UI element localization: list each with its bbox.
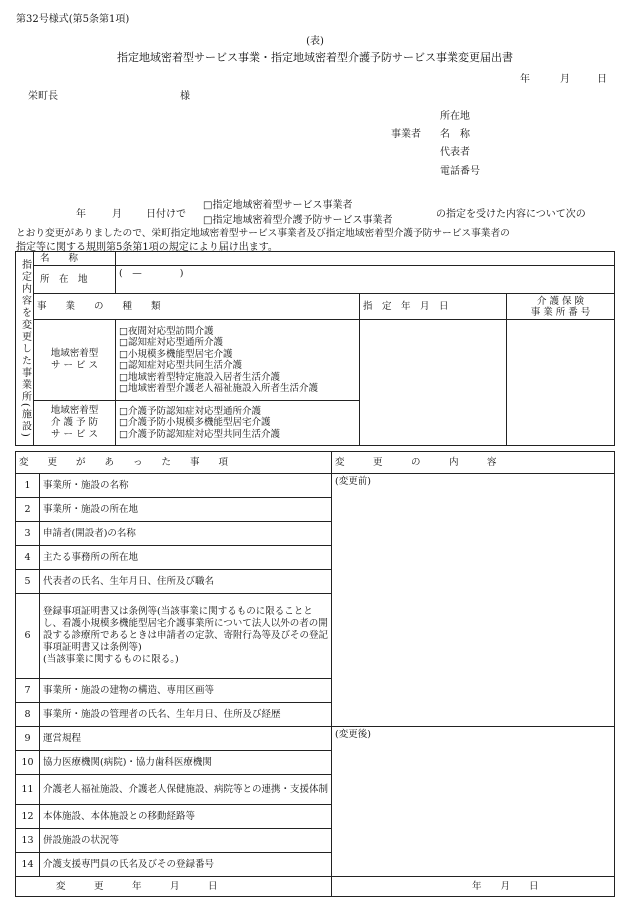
before-content[interactable]: [332, 474, 615, 727]
item-text: 申請者(開設者)の名称: [40, 522, 332, 546]
item-number: 13: [16, 829, 40, 853]
item-number: 14: [16, 853, 40, 877]
date-year: 年: [520, 74, 530, 85]
option-prev-dementia-daycare[interactable]: □介護予防認知症対応型通所介護: [119, 405, 261, 417]
insurer-number-value[interactable]: [507, 320, 615, 446]
field-representative: 代表者: [440, 147, 470, 158]
field-name: 名 称: [440, 129, 470, 140]
item-number: 3: [16, 522, 40, 546]
option-dementia-daycare[interactable]: □認知症対応型通所介護: [119, 337, 223, 348]
item-number: 6: [16, 594, 40, 679]
option-specified-facility[interactable]: □地域密着型特定施設入居者生活介護: [119, 371, 280, 383]
intro-year: 年: [76, 209, 86, 220]
name-label: 名 称: [40, 252, 79, 264]
change-date-value[interactable]: 年 月 日: [332, 877, 615, 897]
prevention-service-options: [116, 401, 360, 446]
designated-table: [15, 251, 615, 446]
address-label: 所 在 地: [40, 273, 88, 285]
prevention-service-label: 地域密着型 介 護 予 防 サ ー ビ ス: [34, 401, 116, 446]
business-label: 事業者: [391, 129, 421, 140]
item-number: 5: [16, 570, 40, 594]
honorific: 様: [180, 91, 190, 102]
address-value[interactable]: [116, 266, 615, 294]
item-text: 事業所・施設の所在地: [40, 498, 332, 522]
changes-header-left: 変 更 が あ っ た 事 項: [16, 452, 332, 474]
change-date-label: 変 更 年 月 日: [16, 877, 332, 897]
changes-table: [15, 451, 615, 897]
date-month: 月: [560, 74, 570, 85]
item-text: 介護支援専門員の氏名及びその登録番号: [40, 853, 332, 877]
name-value[interactable]: [116, 252, 615, 266]
date-day: 日: [597, 74, 607, 85]
item-number: 8: [16, 703, 40, 727]
item-text: 本体施設、本体施設との移動経路等: [40, 805, 332, 829]
item-number: 12: [16, 805, 40, 829]
item-text: 代表者の氏名、生年月日、住所及び職名: [40, 570, 332, 594]
item-number: 2: [16, 498, 40, 522]
after-content[interactable]: [332, 727, 615, 877]
designation-date-value[interactable]: [360, 320, 507, 446]
form-number: 第32号様式(第5条第1項): [16, 14, 130, 25]
option-small-multifunction[interactable]: □小規模多機能型居宅介護: [119, 348, 233, 360]
item-text: 事業所・施設の名称: [40, 474, 332, 498]
before-label: (変更前): [335, 476, 371, 487]
item-number: 10: [16, 751, 40, 775]
item-text: 主たる事務所の所在地: [40, 546, 332, 570]
option-welfare-facility[interactable]: □地域密着型介護老人福祉施設入所者生活介護: [119, 383, 318, 394]
changes-header-right: 変 更 の 内 容: [332, 452, 615, 474]
field-phone: 電話番号: [440, 166, 480, 177]
addressee: 栄町長: [28, 91, 58, 102]
option-night-visit[interactable]: □夜間対応型訪問介護: [119, 325, 214, 337]
intro-after-options: の指定を受けた内容について次の: [436, 209, 586, 220]
option-dementia-group-living[interactable]: □認知症対応型共同生活介護: [119, 360, 242, 371]
item-text: 運営規程: [40, 727, 332, 751]
item-text: 登録事項証明書又は条例等(当該事業に関するものに限ることとし、看護小規模多機能型居宅介護事業所について法人以外の者の開設する診療所であるときは申請者の定款、寄附行為等及びその登記事項証明書又は条例等) (当該事業に関するものに限る。): [40, 594, 332, 679]
designated-vertical-label: 指定内容を変更した事業所(施設): [16, 252, 34, 446]
community-service-label: 地域密着型 サ ー ビ ス: [34, 320, 116, 401]
item-number: 9: [16, 727, 40, 751]
item-text: 介護老人福祉施設、介護老人保健施設、病院等との連携・支援体制: [40, 775, 332, 805]
field-address: 所在地: [440, 111, 470, 122]
intro-month: 月: [112, 209, 122, 220]
intro-option-community[interactable]: □指定地域密着型サービス事業者: [203, 200, 353, 211]
type-header: 事 業 の 種 類: [34, 294, 360, 320]
intro-day: 日付けで: [146, 209, 186, 220]
item-number: 4: [16, 546, 40, 570]
option-prev-small-multifunction[interactable]: □介護予防小規模多機能型居宅介護: [119, 417, 271, 429]
insurer-header: 介 護 保 険 事 業 所 番 号: [507, 294, 615, 320]
postal-code: ( — ): [119, 268, 184, 279]
item-number: 1: [16, 474, 40, 498]
item-text: 協力医療機関(病院)・協力歯科医療機関: [40, 751, 332, 775]
after-label: (変更後): [335, 729, 371, 740]
intro-line3: 指定等に関する規則第5条第1項の規定により届け出ます。: [16, 242, 278, 253]
form-title: 指定地域密着型サービス事業・指定地域密着型介護予防サービス事業変更届出書: [117, 51, 513, 64]
item-number: 11: [16, 775, 40, 805]
community-service-options: [116, 320, 360, 401]
item-number: 7: [16, 679, 40, 703]
intro-line2: とおり変更がありましたので、栄町指定地域密着型サービス事業者及び指定地域密着型介護予防サービス事業者の: [16, 228, 510, 239]
item-text: 事業所・施設の建物の構造、専用区画等: [40, 679, 332, 703]
item-text: 併設施設の状況等: [40, 829, 332, 853]
form-side: (表): [306, 36, 324, 47]
intro-option-prevention[interactable]: □指定地域密着型介護予防サービス事業者: [203, 215, 393, 226]
date-header: 指 定 年 月 日: [360, 294, 507, 320]
item-text: 事業所・施設の管理者の氏名、生年月日、住所及び経歴: [40, 703, 332, 727]
option-prev-dementia-group-living[interactable]: □介護予防認知症対応型共同生活介護: [119, 428, 280, 440]
